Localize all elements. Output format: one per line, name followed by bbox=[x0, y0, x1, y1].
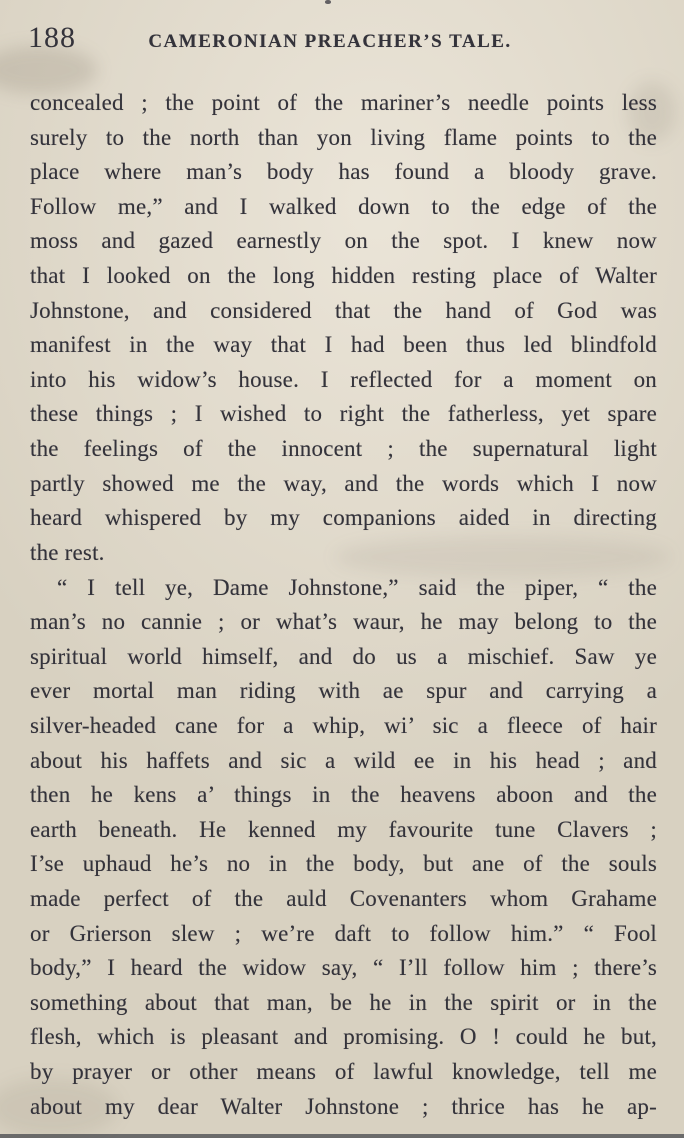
text-line: something about that man, be he in the spirit or in the bbox=[30, 989, 657, 1015]
page-number: 188 bbox=[28, 21, 76, 54]
text-line: I’se uphaud he’s no in the body, but ane of the souls bbox=[30, 851, 657, 877]
text-line: about my dear Walter Johnstone ; thrice has he ap- bbox=[30, 1093, 657, 1119]
text-line: spiritual world himself, and do us a mischief. Saw ye bbox=[30, 643, 657, 669]
text-line: concealed ; the point of the mariner’s needle points less bbox=[30, 90, 657, 115]
text-line: the feelings of the innocent ; the supernatural light bbox=[30, 436, 657, 462]
text-line: surely to the north than yon living flame points to the bbox=[30, 124, 657, 150]
scan-speck bbox=[325, 0, 331, 4]
text-line: man’s no cannie ; or what’s waur, he may belong to the bbox=[30, 609, 657, 635]
text-line: by prayer or other means of lawful knowledge, tell me bbox=[30, 1059, 657, 1085]
text-line: body,” I heard the widow say, “ I’ll follow him ; there’s bbox=[30, 955, 657, 981]
text-line: flesh, which is pleasant and promising. O ! could he but, bbox=[30, 1024, 657, 1050]
text-line: then he kens a’ things in the heavens aboon and the bbox=[30, 782, 657, 808]
text-line: silver-headed cane for a whip, wi’ sic a fleece of hair bbox=[30, 712, 657, 738]
running-title: CAMERONIAN PREACHER’S TALE. bbox=[148, 31, 512, 52]
page-body bbox=[30, 86, 657, 1124]
text-line: these things ; I wished to right the fatherless, yet spare bbox=[30, 401, 657, 427]
text-line: or Grierson slew ; we’re daft to follow him.” “ Fool bbox=[30, 920, 657, 946]
text-line: “ I tell ye, Dame Johnstone,” said the piper, “ the bbox=[57, 574, 657, 600]
text-line: the rest. bbox=[30, 539, 105, 565]
text-line: that I looked on the long hidden resting place of Walter bbox=[30, 263, 657, 289]
text-line: about his haffets and sic a wild ee in his head ; and bbox=[30, 747, 657, 773]
text-line: made perfect of the auld Covenanters whom Grahame bbox=[30, 886, 657, 912]
text-line: Johnstone, and considered that the hand of God was bbox=[30, 297, 657, 323]
text-line: into his widow’s house. I reflected for a moment on bbox=[30, 366, 657, 392]
text-line: manifest in the way that I had been thus led blindfold bbox=[30, 332, 657, 358]
text-line: partly showed me the way, and the words which I now bbox=[30, 470, 657, 496]
text-line: heard whispered by my companions aided in directing bbox=[30, 505, 657, 531]
text-line: moss and gazed earnestly on the spot. I knew now bbox=[30, 228, 657, 254]
text-line: place where man’s body has found a bloody grave. bbox=[30, 159, 657, 185]
text-line: ever mortal man riding with ae spur and carrying a bbox=[30, 678, 657, 704]
text-line: earth beneath. He kenned my favourite tune Clavers ; bbox=[30, 816, 657, 842]
text-line: Follow me,” and I walked down to the edge of the bbox=[30, 193, 657, 219]
